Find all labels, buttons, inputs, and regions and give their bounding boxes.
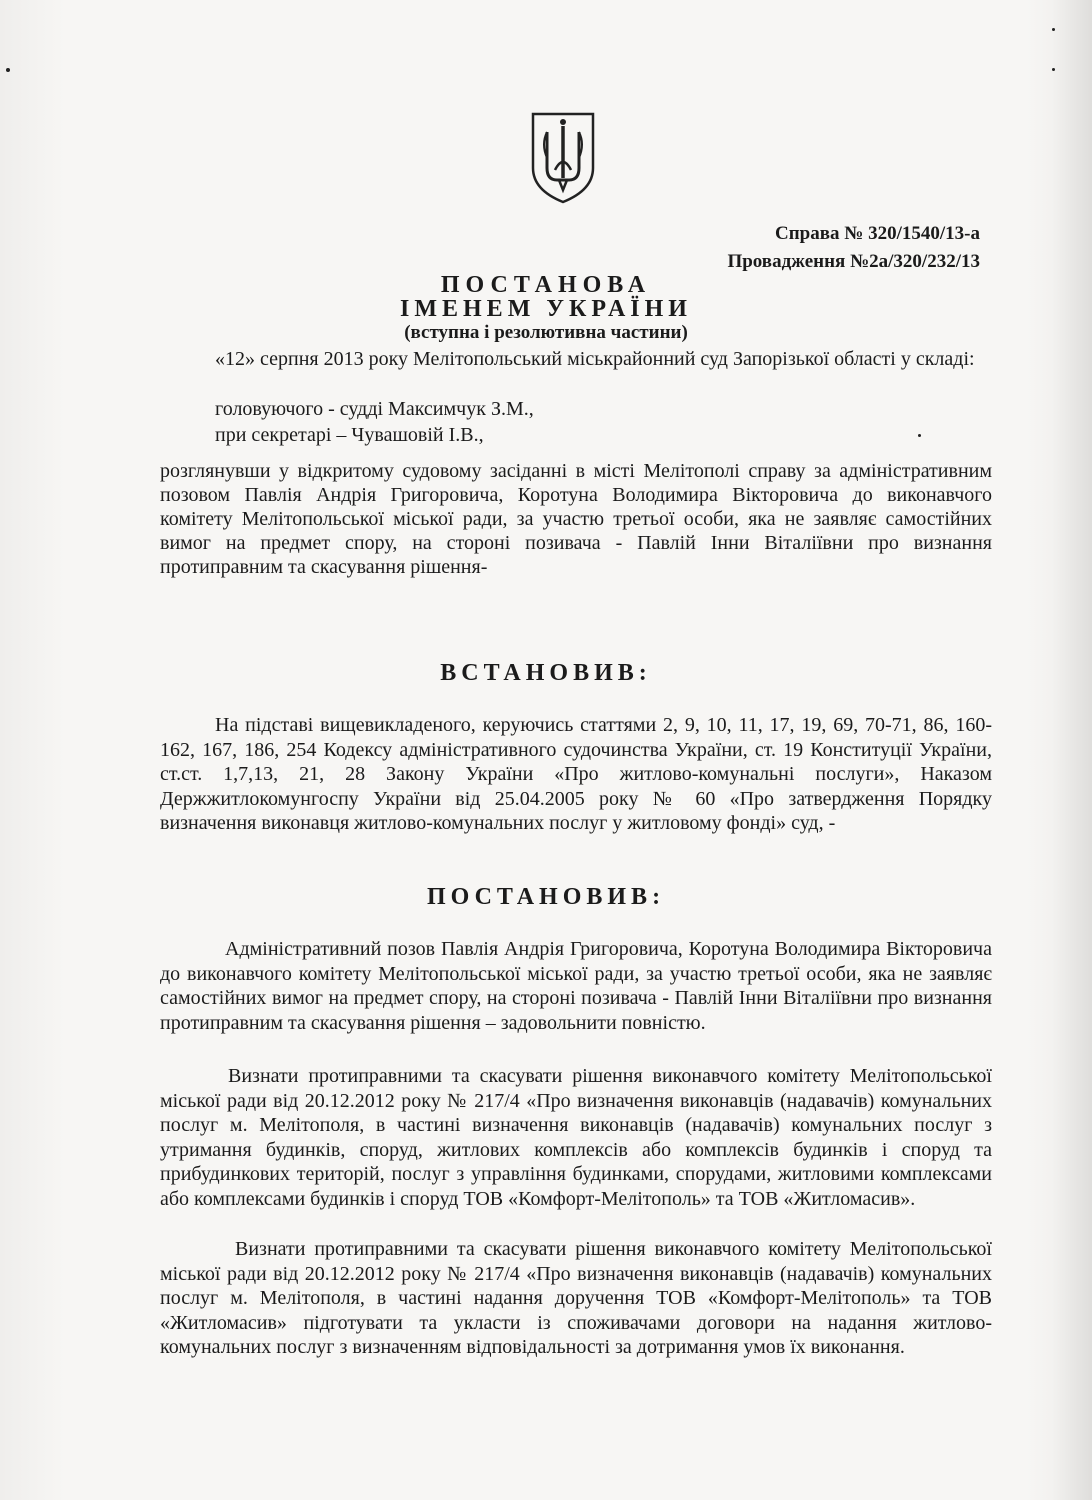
scan-speck [918, 434, 921, 437]
document-subtitle: ІМЕНЕМ УКРАЇНИ [400, 296, 692, 322]
secretary-line: при секретарі – Чувашовій І.В., [215, 424, 484, 446]
scan-speck [1052, 68, 1055, 71]
case-reference [727, 220, 980, 276]
decision-paragraph-2: Визнати протиправними та скасувати рішення виконавчого комітету Мелітопольської міської ради від 20.12.2012 року № 217/4 «Про визначення виконавців (надавачів) комунальних послуг м. Мелітополя, в частині надання доручення ТОВ «Комфорт-Мелітополь» та ТОВ «Житломасив» підготувати та укласти із споживачами договори на надання житлово-комунальних послуг з визначенням відповідальності за дотримання умов їх виконання. [160, 1238, 992, 1358]
page-edge-shadow [1052, 0, 1092, 1500]
decision-paragraph-1: Визнати протиправними та скасувати рішення виконавчого комітету Мелітопольської міської ради від 20.12.2012 року № 217/4 «Про визначення виконавців (надавачів) комунальних послуг м. Мелітополя, в частині визначення виконавців (надавачів) комунальних послуг з утримання будинків, споруд, житлових комплексів або комплексів будинків і споруд та прибудинкових територій, послуг з управління будинками, спорудами, житловими комплексами або комплексами будинків і споруд ТОВ «Комфорт-Мелітополь» та ТОВ «Житломасив». [160, 1065, 992, 1210]
case-considered-paragraph: розглянувши у відкритому судовому засіданні в місті Мелітополі справу за адміністративним позовом Павлія Андрія Григоровича, Коротуна Володимира Вікторовича до виконавчого комітету Мелітопольської міської ради, за участю третьої особи, яка не заявляє самостійних вимог на предмет спору, на стороні позивача - Павлій Інни Віталіївни про визнання протиправним та скасування рішення- [160, 460, 992, 578]
resolved-heading: ПОСТАНОВИВ: [426, 884, 666, 910]
date-and-court-paragraph: «12» серпня 2013 року Мелітопольський міськрайонний суд Запорізької області у складі: [215, 348, 975, 370]
document-part-note: (вступна і резолютивна частини) [404, 322, 688, 343]
scan-speck [1052, 28, 1055, 31]
coat-of-arms-of-ukraine-icon [527, 110, 599, 206]
presiding-judge-line: головуючого - судді Максимчук З.М., [215, 398, 534, 420]
established-heading: ВСТАНОВИВ: [440, 660, 652, 686]
legal-basis-paragraph: На підставі вищевикладеного, керуючись статтями 2, 9, 10, 11, 17, 19, 69, 70-71, 86, 160-162, 167, 186, 254 Кодексу адміністративного судочинства України, ст. 19 Конституції України, ст.ст. 1,7,13, 21, 28 Закону України «Про житлово-комунальні послуги», Наказом Держжитлокомунгоспу України від 25.04.2005 року № 60 «Про затвердження Порядку визначення виконавця житлово-комунальних послуг у житловому фонді» суд, - [160, 714, 992, 834]
proceeding-number: Провадження №2а/320/232/13 [727, 251, 980, 272]
suit-satisfied-paragraph: Адміністративний позов Павлія Андрія Григоровича, Коротуна Володимира Вікторовича до виконавчого комітету Мелітопольської міської ради, за участю третьої особи, яка не заявляє самостійних вимог на предмет спору, на стороні позивача - Павлій Інни Віталіївни про визнання протиправним та скасування рішення – задовольнити повністю. [160, 938, 992, 1034]
case-number: Справа № 320/1540/13-а [775, 223, 980, 244]
scan-speck [6, 68, 10, 72]
document-title: ПОСТАНОВА [440, 272, 652, 298]
